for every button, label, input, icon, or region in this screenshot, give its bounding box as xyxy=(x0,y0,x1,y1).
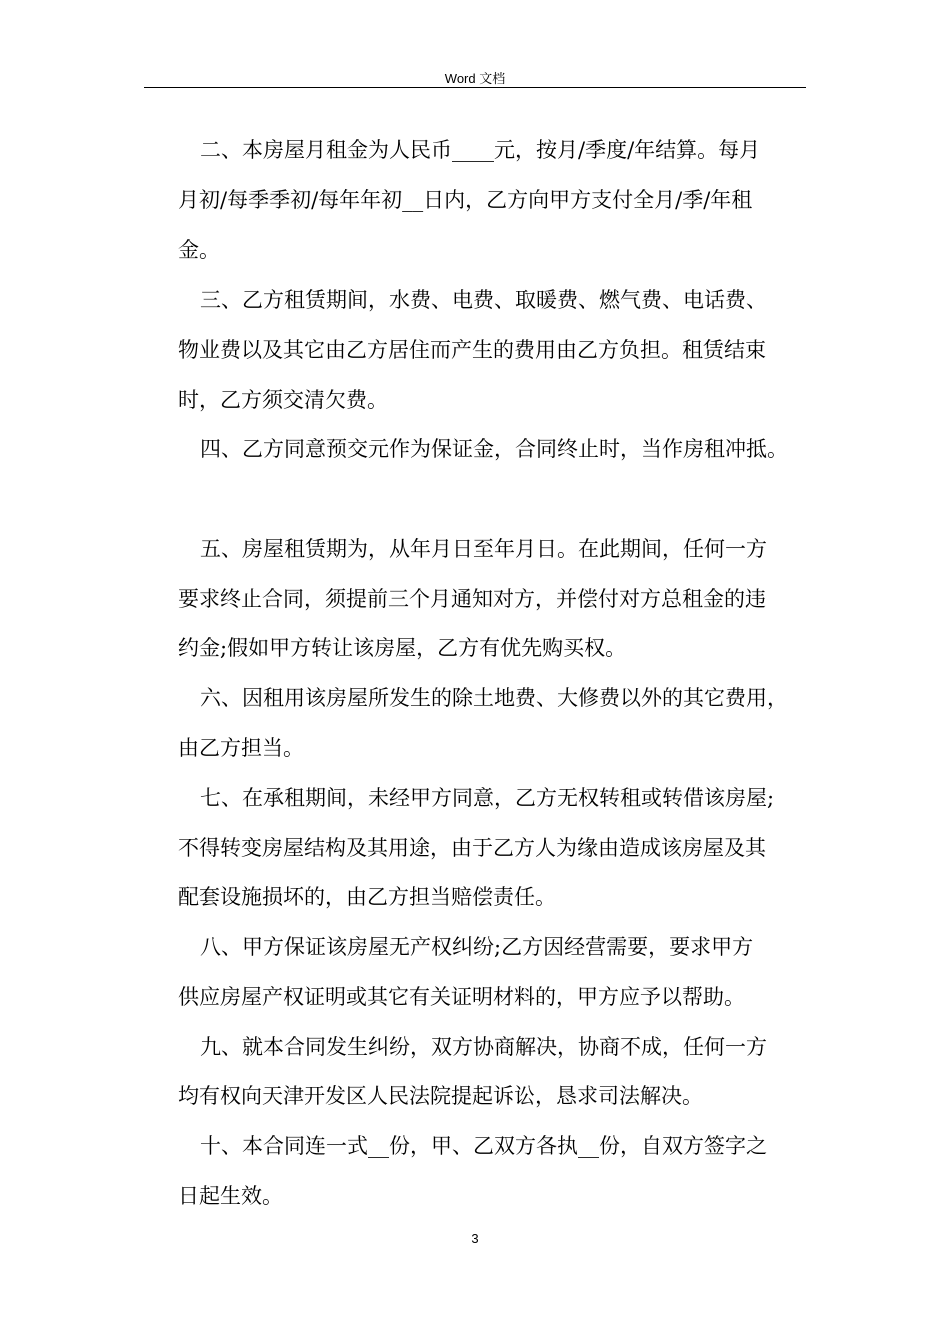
page-header-title: Word 文档 xyxy=(444,71,506,86)
clause-2-line-3: 金。 xyxy=(178,238,220,262)
clause-7-line-3: 配套设施损坏的，由乙方担当赔偿责任。 xyxy=(178,885,556,909)
clause-10-line-1: 十、本合同连一式__份，甲、乙双方各执__份，自双方签字之 xyxy=(200,1134,767,1158)
clause-6-line-2: 由乙方担当。 xyxy=(178,736,304,760)
clause-10-line-2: 日起生效。 xyxy=(178,1184,283,1208)
clause-7-line-2: 不得转变房屋结构及其用途，由于乙方人为缘由造成该房屋及其 xyxy=(178,836,766,860)
page-number: 3 xyxy=(471,1231,479,1246)
clause-8-line-2: 供应房屋产权证明或其它有关证明材料的，甲方应予以帮助。 xyxy=(178,985,745,1009)
clause-3-line-2: 物业费以及其它由乙方居住而产生的费用由乙方负担。租赁结束 xyxy=(178,338,766,362)
clause-2-line-1: 二、本房屋月租金为人民币____元，按月/季度/年结算。每月 xyxy=(200,138,761,162)
clause-5-line-3: 约金;假如甲方转让该房屋，乙方有优先购买权。 xyxy=(178,636,627,660)
clause-5-line-2: 要求终止合同，须提前三个月通知对方，并偿付对方总租金的违 xyxy=(178,587,766,611)
clause-6-line-1: 六、因租用该房屋所发生的除土地费、大修费以外的其它费用， xyxy=(200,686,788,710)
clause-9-line-1: 九、就本合同发生纠纷，双方协商解决，协商不成，任何一方 xyxy=(200,1035,767,1059)
clause-7-line-1: 七、在承租期间，未经甲方同意，乙方无权转租或转借该房屋; xyxy=(200,786,775,810)
clause-4-line-1: 四、乙方同意预交元作为保证金，合同终止时，当作房租冲抵。 xyxy=(200,437,788,461)
header-divider xyxy=(144,87,806,88)
clause-3-line-1: 三、乙方租赁期间，水费、电费、取暖费、燃气费、电话费、 xyxy=(200,288,767,312)
clause-8-line-1: 八、甲方保证该房屋无产权纠纷;乙方因经营需要，要求甲方 xyxy=(200,935,754,959)
clause-9-line-2: 均有权向天津开发区人民法院提起诉讼，恳求司法解决。 xyxy=(178,1084,703,1108)
clause-2-line-2: 月初/每季季初/每年年初__日内，乙方向甲方支付全月/季/年租 xyxy=(178,188,753,212)
clause-3-line-3: 时，乙方须交清欠费。 xyxy=(178,388,388,412)
clause-5-line-1: 五、房屋租赁期为，从年月日至年月日。在此期间，任何一方 xyxy=(200,537,767,561)
